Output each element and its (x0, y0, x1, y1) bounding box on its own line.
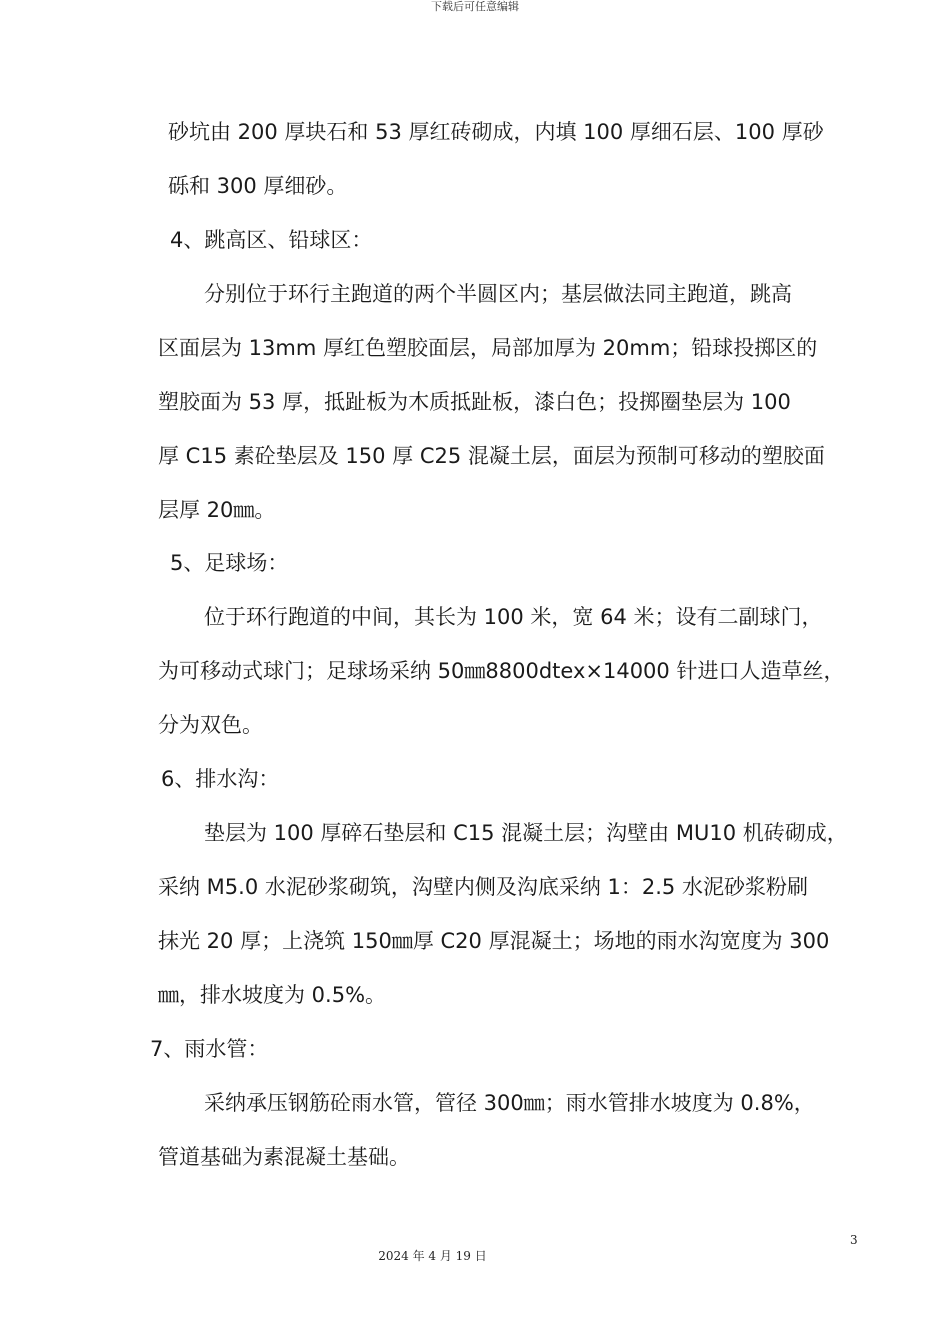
paragraph-line: 塑胶面为 53 厚，抵趾板为木质抵趾板，漆白色；投掷圈垫层为 100 (158, 390, 791, 414)
paragraph-line: ㎜，排水坡度为 0.5%。 (158, 983, 387, 1007)
paragraph-line: 砾和 300 厚细砂。 (168, 174, 348, 198)
footer-date: 2024 年 4 月 19 日 (378, 1249, 487, 1263)
paragraph-line: 分别位于环行主跑道的两个半圆区内；基层做法同主跑道，跳高 (204, 282, 792, 306)
section-heading: 7、雨水管： (150, 1037, 269, 1061)
section-heading: 6、排水沟： (161, 767, 280, 791)
page-number: 3 (850, 1233, 858, 1247)
paragraph-line: 管道基础为素混凝土基础。 (158, 1145, 410, 1169)
paragraph-line: 区面层为 13mm 厚红色塑胶面层，局部加厚为 20mm；铅球投掷区的 (158, 336, 818, 360)
section-heading: 5、足球场： (170, 551, 289, 575)
paragraph-line: 厚 C15 素砼垫层及 150 厚 C25 混凝土层，面层为预制可移动的塑胶面 (158, 444, 825, 468)
paragraph-line: 分为双色。 (158, 713, 263, 737)
paragraph-line: 层厚 20㎜。 (158, 498, 276, 522)
paragraph-line: 抹光 20 厚；上浇筑 150㎜厚 C20 厚混凝土；场地的雨水沟宽度为 300 (158, 929, 830, 953)
section-heading: 4、跳高区、铅球区： (170, 228, 373, 252)
page-header-note: 下载后可任意编辑 (431, 0, 519, 13)
paragraph-line: 砂坑由 200 厚块石和 53 厚红砖砌成，内填 100 厚细石层、100 厚砂 (168, 120, 824, 144)
paragraph-line: 垫层为 100 厚碎石垫层和 C15 混凝土层；沟壁由 MU10 机砖砌成， (204, 821, 848, 845)
paragraph-line: 采纳 M5.0 水泥砂浆砌筑，沟壁内侧及沟底采纳 1：2.5 水泥砂浆粉刷 (158, 875, 808, 899)
paragraph-line: 采纳承压钢筋砼雨水管，管径 300㎜；雨水管排水坡度为 0.8%， (204, 1091, 815, 1115)
paragraph-line: 位于环行跑道的中间，其长为 100 米，宽 64 米；设有二副球门， (204, 605, 823, 629)
paragraph-line: 为可移动式球门；足球场采纳 50㎜8800dtex×14000 针进口人造草丝， (158, 659, 845, 683)
